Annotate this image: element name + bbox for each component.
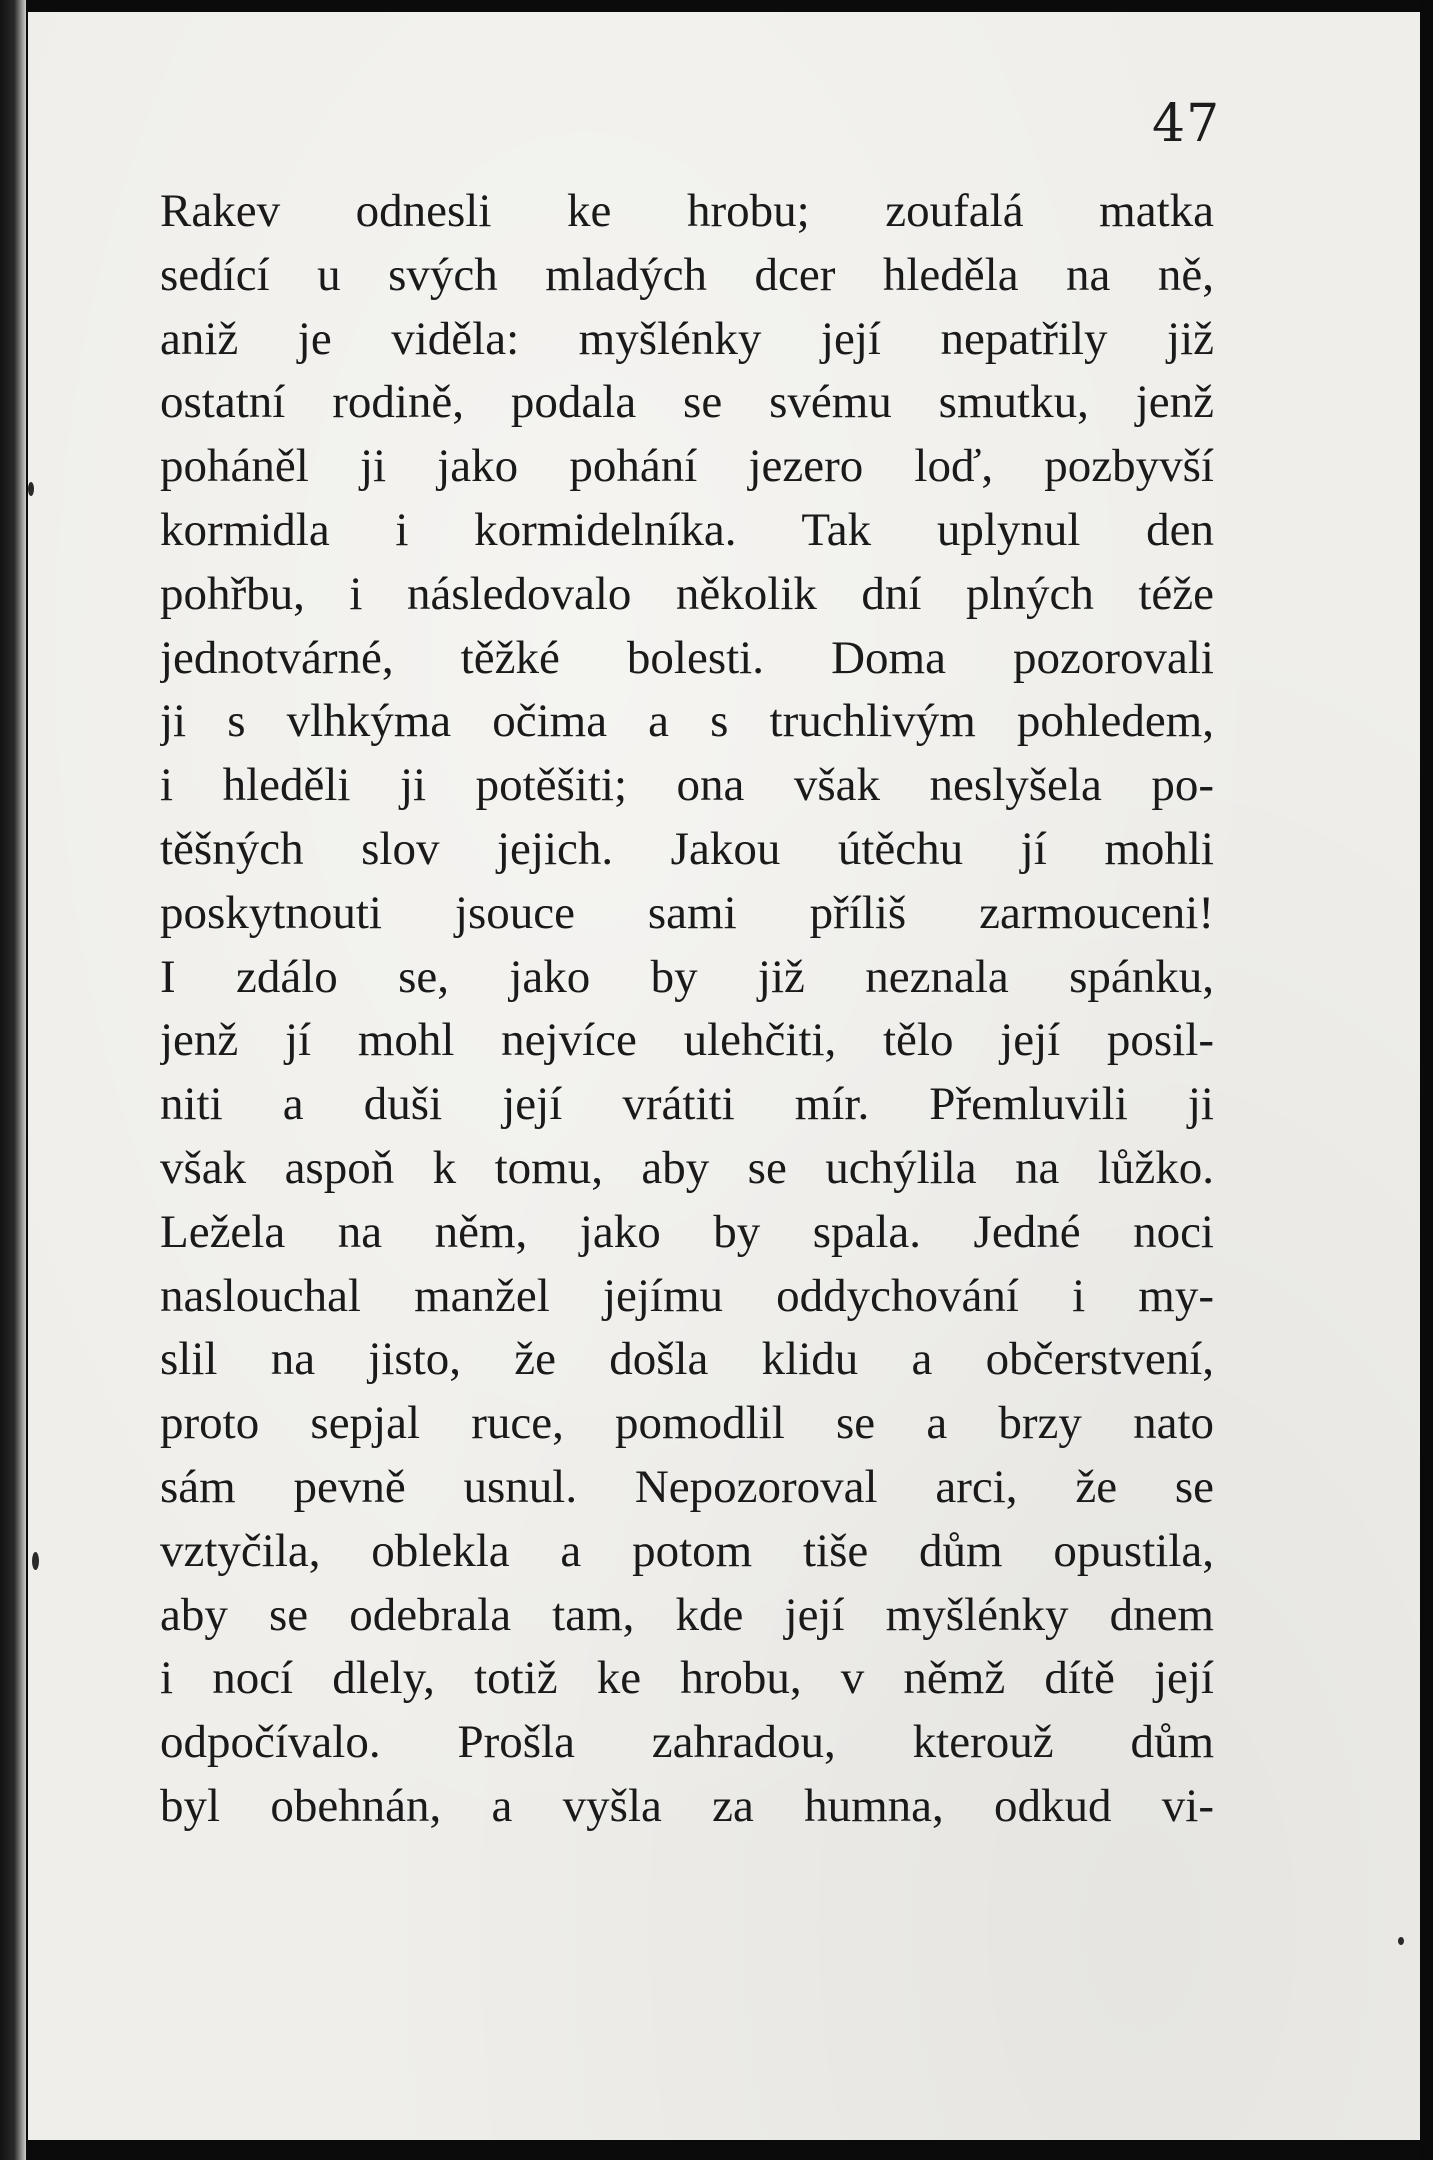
text-line: sám pevně usnul. Nepozoroval arci, že se	[160, 1460, 1214, 1513]
text-line: pohřbu, i následovalo několik dní plných téže	[160, 567, 1214, 620]
text-line: byl obehnán, a vyšla za humna, odkud vi-	[160, 1779, 1214, 1832]
text-line: Rakev odnesli ke hrobu; zoufalá matka	[160, 185, 1214, 237]
text-line: vztyčila, oblekla a potom tiše dům opustila,	[160, 1524, 1214, 1577]
text-line: poskytnouti jsouce sami příliš zarmouceni!	[160, 886, 1214, 939]
scan-speck	[28, 482, 34, 496]
text-line: sedící u svých mladých dcer hleděla na ně,	[160, 248, 1214, 301]
text-line: odpočívalo. Prošla zahradou, kterouž dům	[160, 1716, 1214, 1769]
text-line: slil na jisto, že došla klidu a občerstvení,	[160, 1333, 1214, 1386]
scan-speck	[32, 1552, 39, 1570]
text-line: naslouchal manžel jejímu oddychování i my-	[160, 1269, 1214, 1322]
scan-right-border	[1419, 0, 1433, 2160]
text-line: poháněl ji jako pohání jezero loď, pozbyvší	[160, 440, 1214, 493]
text-line: Ležela na něm, jako by spala. Jedné noci	[160, 1205, 1214, 1258]
book-page	[28, 12, 1420, 2140]
text-line: kormidla i kormidelníka. Tak uplynul den	[160, 503, 1214, 556]
text-line: však aspoň k tomu, aby se uchýlila na lůžko.	[160, 1141, 1214, 1194]
text-line: aniž je viděla: myšlénky její nepatřily již	[160, 312, 1214, 365]
text-line: niti a duši její vrátiti mír. Přemluvili ji	[160, 1078, 1214, 1131]
paragraph	[160, 180, 1214, 1839]
text-line: i nocí dlely, totiž ke hrobu, v němž dítě její	[160, 1652, 1214, 1705]
text-line: i hleděli ji potěšiti; ona však neslyšela po-	[160, 759, 1214, 812]
text-line: těšných slov jejich. Jakou útěchu jí mohli	[160, 822, 1214, 875]
book-binding-edge	[0, 0, 26, 2160]
text-line: jenž jí mohl nejvíce ulehčiti, tělo její posil-	[160, 1014, 1214, 1067]
scan-speck	[1398, 1937, 1404, 1945]
text-line: aby se odebrala tam, kde její myšlénky dnem	[160, 1588, 1214, 1641]
text-line: ostatní rodině, podala se svému smutku, jenž	[160, 376, 1214, 429]
text-line: ji s vlhkýma očima a s truchlivým pohledem,	[160, 695, 1214, 748]
page-number: 47	[1152, 94, 1221, 154]
text-line: jednotvárné, těžké bolesti. Doma pozorovali	[160, 631, 1214, 684]
text-line: proto sepjal ruce, pomodlil se a brzy nato	[160, 1397, 1214, 1450]
text-line: I zdálo se, jako by již neznala spánku,	[160, 950, 1214, 1003]
